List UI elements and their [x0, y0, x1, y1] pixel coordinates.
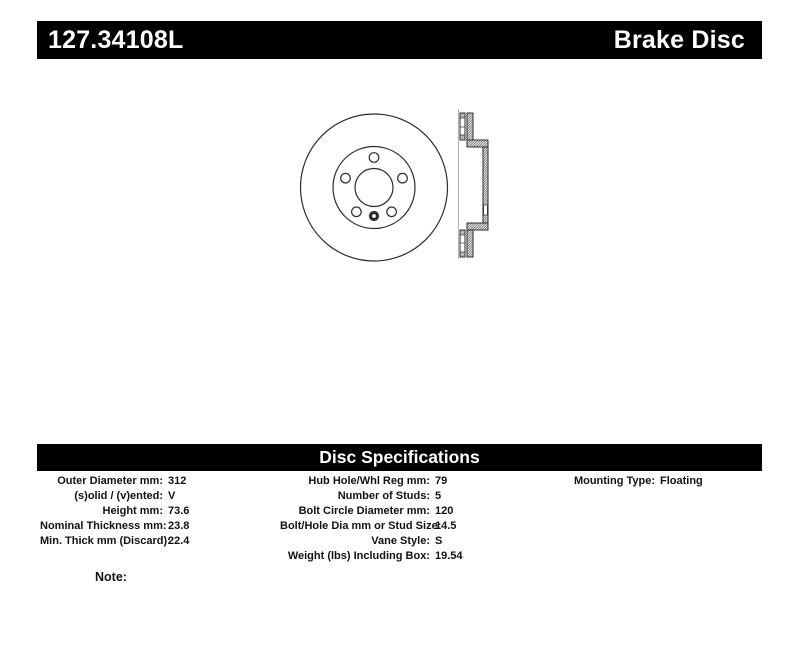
spec-row-mounting-type [540, 474, 703, 489]
spec-row-solid-vented [40, 489, 189, 504]
spec-row-bolt-circle-diameter [280, 504, 463, 519]
bottom-outboard-plate [467, 230, 473, 257]
top-hat-flange [467, 140, 488, 147]
hat-circle [333, 147, 415, 229]
spec-row-vane-style [280, 534, 463, 549]
stud-hole [352, 207, 362, 217]
spec-value: 14.5 [435, 520, 457, 532]
spec-value: 73.6 [168, 505, 190, 517]
spec-value: 19.54 [435, 550, 463, 562]
hat-wall-notch [484, 205, 488, 215]
spec-row-min-thick [40, 534, 189, 549]
spec-label: Height mm: [102, 505, 163, 517]
spec-column-middle [280, 474, 463, 564]
note-label: Note: [95, 570, 127, 584]
spec-value: 5 [435, 490, 442, 502]
spec-label: Min. Thick mm (Discard): [40, 535, 171, 547]
spec-label: Mounting Type: [573, 475, 655, 487]
spec-row-outer-diameter [40, 474, 189, 489]
spec-section-title: Disc Specifications [319, 447, 480, 467]
spec-value: 23.8 [168, 520, 190, 532]
spec-row-weight [280, 549, 463, 564]
spec-section-header [37, 444, 762, 471]
bottom-hat-flange [467, 223, 488, 230]
spec-column-right [540, 474, 703, 489]
spec-value: 22.4 [168, 535, 190, 547]
spec-label: Number of Studs: [337, 490, 430, 502]
top-outboard-plate [467, 113, 473, 140]
spec-row-hub-hole [280, 474, 463, 489]
brake-disc-front-view-drawing [296, 107, 456, 267]
spec-label: Nominal Thickness mm: [40, 520, 167, 532]
stud-hole [387, 207, 397, 217]
spec-value: V [168, 490, 176, 502]
spec-column-left [40, 474, 189, 549]
spec-value: 312 [168, 475, 187, 487]
spec-row-height [40, 504, 189, 519]
spec-row-bolt-hole-dia [280, 519, 463, 534]
spec-value: S [435, 535, 443, 547]
set-screw-hole [371, 213, 378, 220]
spec-row-number-of-studs [280, 489, 463, 504]
spec-value: 120 [435, 505, 454, 517]
spec-label: Outer Diameter mm: [57, 475, 163, 487]
stud-hole [369, 153, 379, 163]
spec-label: Hub Hole/Whl Reg mm: [308, 475, 430, 487]
spec-label: Vane Style: [371, 535, 430, 547]
title-bar [37, 21, 762, 59]
outer-diameter-circle [301, 114, 448, 261]
part-number: 127.34108L [48, 25, 184, 54]
spec-label: (s)olid / (v)ented: [74, 490, 163, 502]
spec-label: Weight (lbs) Including Box: [287, 550, 430, 562]
stud-hole [398, 173, 408, 183]
spec-row-nominal-thickness [40, 519, 189, 534]
brake-disc-cross-section-drawing [455, 108, 491, 260]
spec-value: Floating [660, 475, 703, 487]
spec-label: Bolt Circle Diameter mm: [298, 505, 430, 517]
stud-hole [341, 173, 351, 183]
spec-value: 79 [435, 475, 448, 487]
center-bore-circle [355, 169, 393, 207]
spec-label: Bolt/Hole Dia mm or Stud Size: [280, 520, 442, 532]
product-title: Brake Disc [613, 25, 745, 54]
